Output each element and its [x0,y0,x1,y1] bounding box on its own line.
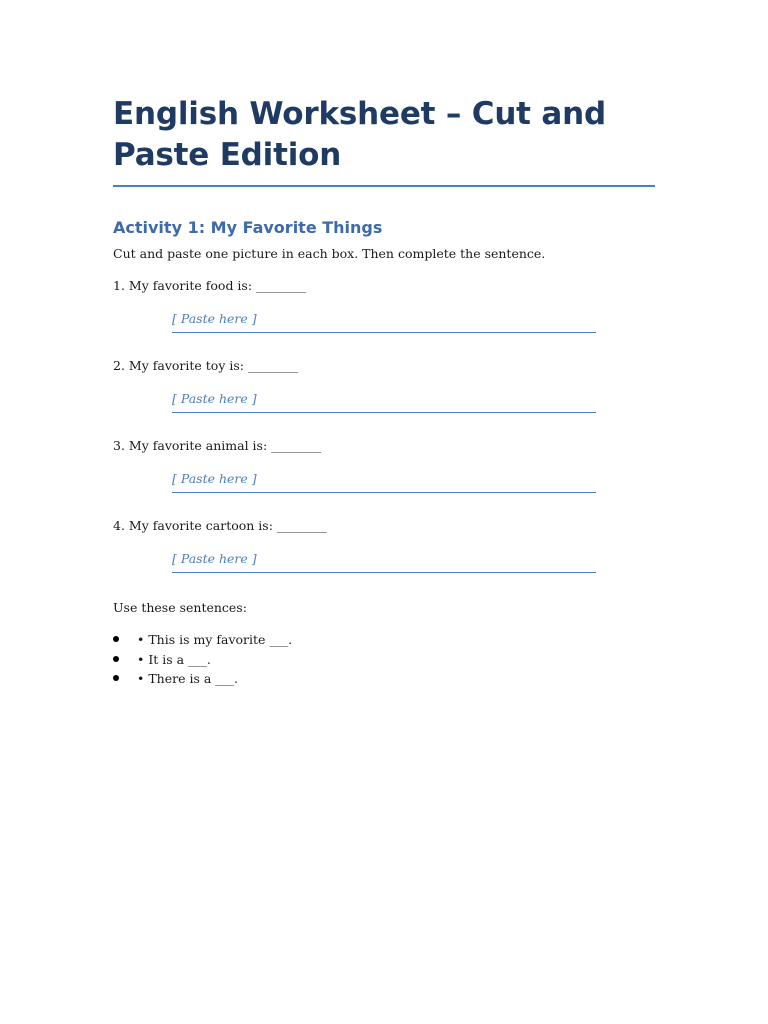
list-item [113,650,655,670]
paste-box-animal[interactable]: [ Paste here ] [172,470,596,493]
activity-instruction: Cut and paste one picture in each box. Then complete the sentence. [113,246,546,261]
question-animal: 3. My favorite animal is: ________ [113,438,322,453]
bullet-icon [113,656,119,662]
bullet-icon [113,675,119,681]
list-item [113,669,655,689]
question-toy: 2. My favorite toy is: ________ [113,358,298,373]
sentence-text: • It is a ___. [137,651,211,667]
paste-box-cartoon[interactable]: [ Paste here ] [172,550,596,573]
activity-heading: Activity 1: My Favorite Things [113,218,383,237]
paste-box-food[interactable]: [ Paste here ] [172,310,596,333]
worksheet-page [113,94,655,689]
bullet-icon [113,636,119,642]
question-cartoon: 4. My favorite cartoon is: ________ [113,518,327,533]
question-food: 1. My favorite food is: ________ [113,278,307,293]
sentence-text: • There is a ___. [137,671,239,686]
sentences-label: Use these sentences: [113,600,247,615]
sentence-list [113,630,655,689]
sentence-text: • This is my favorite ___. [137,632,293,647]
page-title: English Worksheet – Cut and Paste Edition [113,94,655,187]
list-item [113,630,655,650]
paste-box-toy[interactable]: [ Paste here ] [172,390,596,413]
